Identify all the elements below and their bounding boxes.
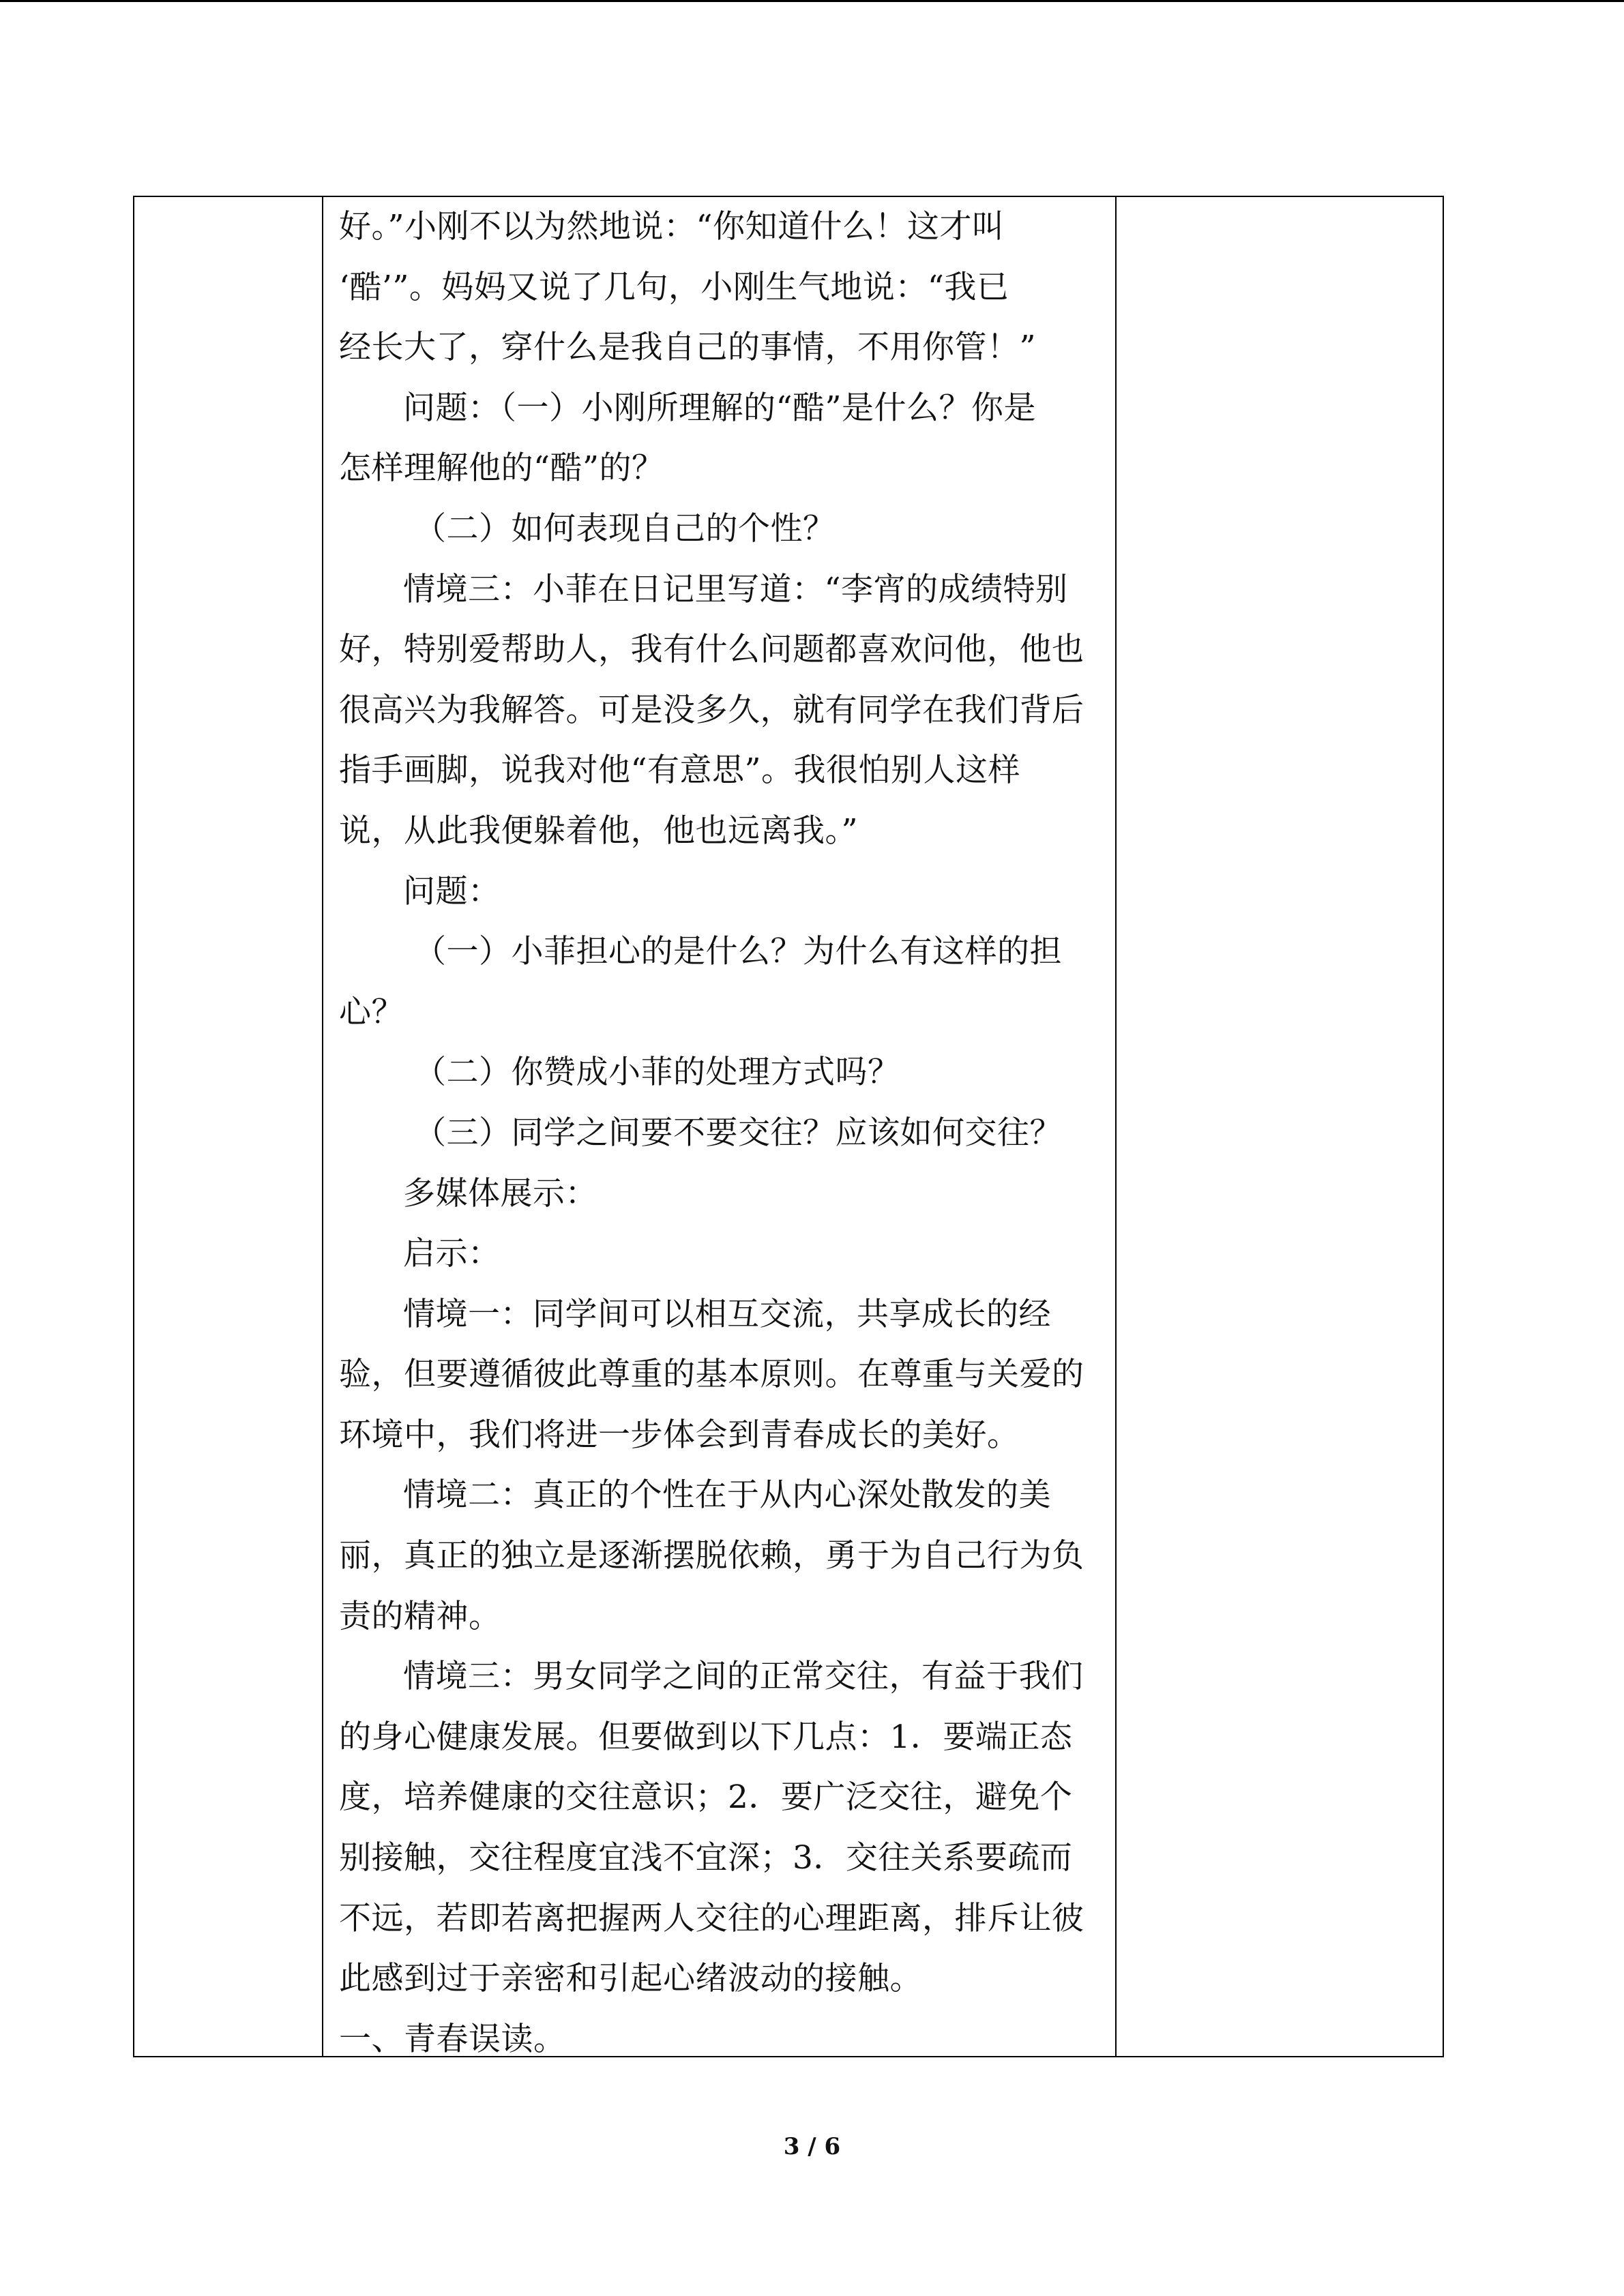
text-line: 好，特别爱帮助人，我有什么问题都喜欢问他，他也 <box>339 631 1084 669</box>
text-line: （三）同学之间要不要交往？应该如何交往？ <box>414 1114 1062 1152</box>
text-line: 好。”小刚不以为然地说：“你知道什么！这才叫 <box>339 208 1005 245</box>
text-line: 情境二：真正的个性在于从内心深处散发的美 <box>403 1476 1051 1515</box>
page-top-border <box>0 0 1624 2</box>
text-line: 怎样理解他的“酷”的？ <box>339 449 664 488</box>
text-line: （一）小菲担心的是什么？为什么有这样的担 <box>414 933 1062 971</box>
section-heading: 一、青春误读。 <box>339 2020 566 2058</box>
text-line: 多媒体展示： <box>403 1174 597 1212</box>
text-line: 情境三：男女同学之间的正常交往，有益于我们 <box>403 1658 1084 1696</box>
text-line: 情境三：小菲在日记里写道：“李宵的成绩特别 <box>403 570 1068 608</box>
text-line: 验，但要遵循彼此尊重的基本原则。在尊重与关爱的 <box>339 1356 1084 1394</box>
text-line: （二）你赞成小菲的处理方式吗？ <box>414 1054 900 1092</box>
text-line: 心？ <box>339 993 404 1031</box>
text-line: （二）如何表现自己的个性？ <box>414 509 836 548</box>
text-line: 此感到过于亲密和引起心绪波动的接触。 <box>339 1960 922 1998</box>
text-line: 环境中，我们将进一步体会到青春成长的美好。 <box>339 1416 1020 1454</box>
text-line: 丽，真正的独立是逐渐摆脱依赖，勇于为自己行为负 <box>339 1537 1084 1575</box>
lesson-content-cell <box>339 197 1117 2070</box>
text-line: 情境一：同学间可以相互交流，共享成长的经 <box>403 1295 1051 1333</box>
lesson-table <box>133 196 1444 2057</box>
text-line: ‘酷’”。妈妈又说了几句，小刚生气地说：“我已 <box>339 268 1009 306</box>
text-line: 问题： <box>403 872 501 910</box>
page-number: 3 / 6 <box>783 2133 841 2160</box>
text-line: 不远，若即若离把握两人交往的心理距离，排斥让彼 <box>339 1899 1084 1937</box>
text-line: 启示： <box>403 1235 501 1273</box>
table-column-divider-1 <box>322 197 323 2056</box>
text-line: 的身心健康发展。但要做到以下几点：1．要端正态 <box>339 1718 1073 1756</box>
text-line: 度，培养健康的交往意识；2．要广泛交往，避免个 <box>339 1778 1073 1817</box>
text-line: 责的精神。 <box>339 1597 501 1635</box>
text-line: 问题：（一）小刚所理解的“酷”是什么？你是 <box>403 389 1037 427</box>
text-line: 指手画脚，说我对他“有意思”。我很怕别人这样 <box>339 751 1021 790</box>
text-line: 说，从此我便躲着他，他也远离我。” <box>339 811 859 850</box>
text-line: 别接触，交往程度宜浅不宜深；3．交往关系要疏而 <box>339 1839 1073 1877</box>
text-line: 很高兴为我解答。可是没多久，就有同学在我们背后 <box>339 691 1084 729</box>
text-line: 经长大了，穿什么是我自己的事情，不用你管！” <box>339 329 1037 367</box>
